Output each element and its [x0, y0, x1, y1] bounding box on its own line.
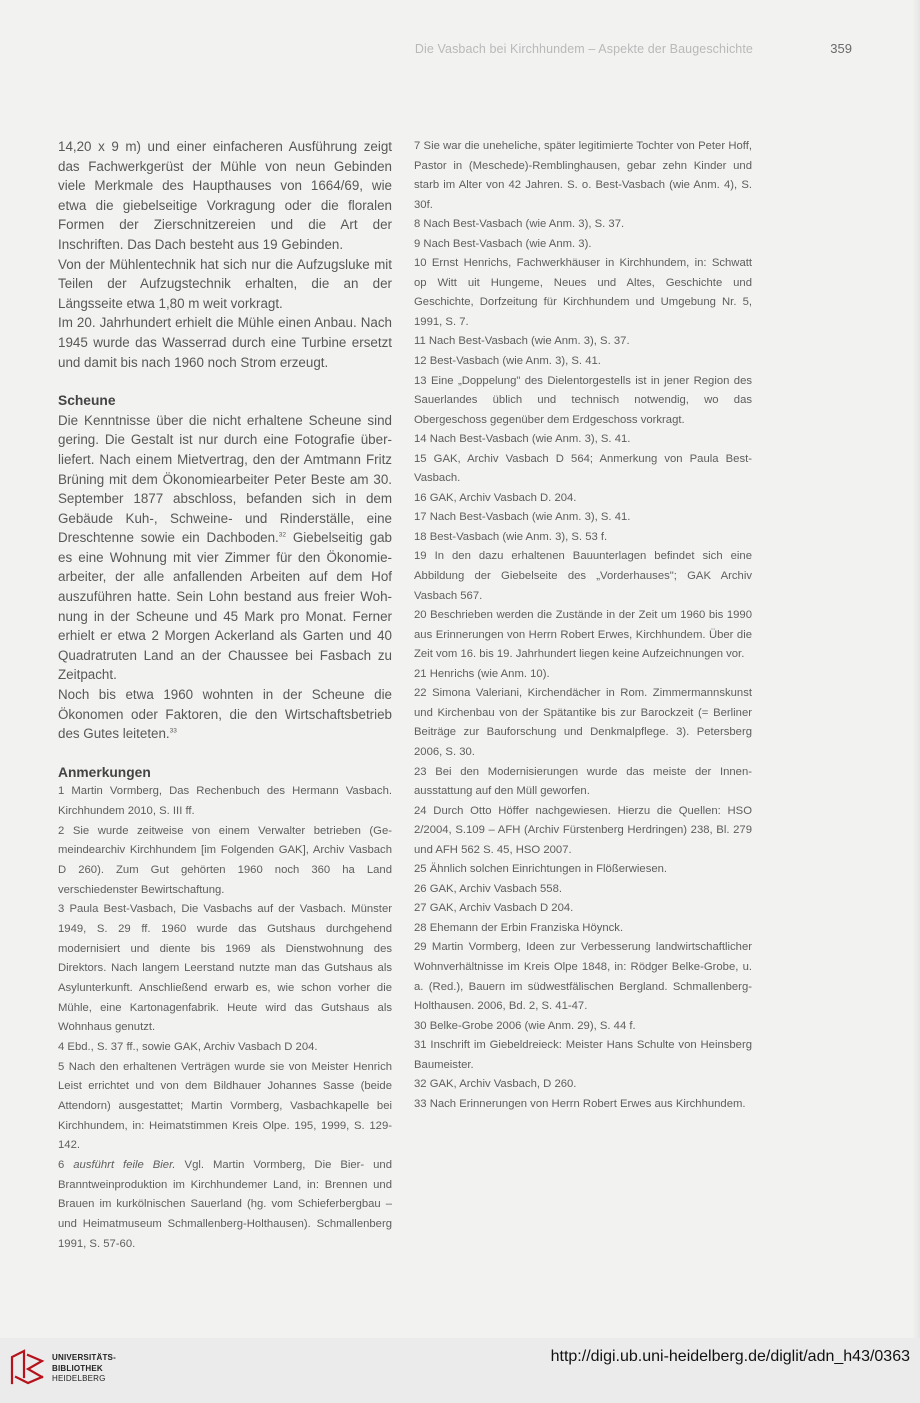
footnote: [58, 1156, 392, 1254]
library-logo-icon[interactable]: [8, 1347, 46, 1387]
logo-line: HEIDELBERG: [52, 1374, 106, 1383]
footnote: 17 Nach Best-Vasbach (wie Anm. 3), S. 41.: [414, 511, 631, 524]
footnote: 1 Martin Vormberg, Das Rechenbuch des Hermann Vasbach. Kirchhundem 2010, S. III ff.: [58, 785, 392, 818]
logo-line: UNIVERSITÄTS-: [52, 1353, 116, 1362]
permalink-url[interactable]: http://digi.ub.uni-heidelberg.de/diglit/adn_h43/0363: [550, 1348, 910, 1365]
body-paragraph: [58, 685, 392, 744]
page-number: 359: [830, 41, 852, 56]
footnote-ref: 32: [278, 531, 287, 539]
footnote: 3 Paula Best-Vasbach, Die Vasbachs auf der Vasbach. Münster 1949, S. 29 ff. 1960 wurde das Gutshaus durchgehend modernisiert und diente bis 1969 als Dienstwohnung des Direktors. Nach langem Leerstand nutzte man das Gutshaus als Asylunterkunft. Anschließend erwarb es, wie schon vorher die Mühle, eine Kartonagenfabrik. Heute wird das Gutshaus als Wohnhaus genutzt.: [58, 903, 392, 1034]
footnote-text: Vgl. Martin Vormberg, Die Bier- und Branntweinproduktion im Kirchhundemer Land, in: Brennen und Brauen im kurkölnischen Sauerland (hg. vom Schieferbergbau – und Heimatmuseum Schmallenberg-Holthausen). Schmallenberg 1991, S. 57-60.: [58, 1158, 393, 1250]
footnote: 8 Nach Best-Vasbach (wie Anm. 3), S. 37.: [414, 218, 625, 231]
footnote: 33 Nach Erinnerungen von Herrn Robert Erwes aus Kirchhundem.: [414, 1097, 746, 1110]
library-footer: [0, 1338, 920, 1403]
page-edge-shadow: [912, 0, 920, 1338]
footnote: 11 Nach Best-Vasbach (wie Anm. 3), S. 37.: [414, 335, 630, 348]
footnote-number: 6: [58, 1158, 74, 1171]
footnote: 24 Durch Otto Höffer nachgewiesen. Hierzu die Quellen: HSO 2/2004, S.109 – AFH (Archiv Fürstenberg Herdringen) 238, Bl. 279 und AFH 562 S. 45, HSO 2007.: [414, 804, 752, 856]
footnote: 22 Simona Valeriani, Kirchendächer in Rom. Zimmermannskunst und Kirchenbau von der Spätantike bis zur Barockzeit (= Berliner Beiträge zur Bauforschung und Denkmalpflege. 3). Petersberg 2006, S. 30.: [414, 687, 752, 758]
body-paragraph: [58, 411, 392, 685]
footnote: 15 GAK, Archiv Vasbach D 564; Anmerkung von Paula Best-Vasbach.: [414, 452, 752, 485]
library-logo-text[interactable]: [52, 1353, 116, 1385]
running-title: Die Vasbach bei Kirchhundem – Aspekte der Baugeschichte: [414, 42, 753, 56]
footnote: 23 Bei den Modernisierungen wurde das meiste der Innenausstattung auf den Müll geworfen.: [414, 765, 752, 798]
footnote: 13 Eine „Doppelung" des Dielentorgestells ist in jener Region des Sauerlandes üblich und technisch notwendig, wo das Obergeschoss gegenüber dem Erdgeschoss vorkragt.: [414, 374, 752, 426]
footnote: 4 Ebd., S. 37 ff., sowie GAK, Archiv Vasbach D 204.: [58, 1040, 318, 1053]
footnote: 31 Inschrift im Giebeldreieck: Meister Hans Schulte von Heinsberg Baumeister.: [414, 1039, 752, 1071]
footnote: 5 Nach den erhaltenen Verträgen wurde sie von Meister Henrich Leist errichtet und von dem Bildhauer Johannes Sasse (beide Attendorn) ausgestattet; Martin Vormberg, Vasbachkapelle bei Kirchhundem, in: Heimatstimmen Kreis Olpe. 195, 1999, S. 129-142.: [58, 1060, 392, 1152]
footnote: 27 GAK, Archiv Vasbach D 204.: [414, 902, 574, 915]
footnote: 2 Sie wurde zeitweise von einem Verwalter betrieben (Gemeindearchiv Kirchhundem [im Folgenden GAK], Archiv Vasbach D 260). Zum Gut gehörten 1960 noch 360 ha Land verschiedenster Bewirtschaftung.: [58, 824, 392, 896]
footnote: 9 Nach Best-Vasbach (wie Anm. 3).: [414, 237, 592, 250]
footnote: 30 Belke-Grobe 2006 (wie Anm. 29), S. 44 f.: [414, 1019, 636, 1032]
body-paragraph: Im 20. Jahrhundert erhielt die Mühle einen Anbau. Nach 1945 wurde das Wasserrad durch eine Turbine ersetzt und damit bis nach 1960 noch Strom erzeugt.: [58, 315, 392, 370]
footnote: 25 Ähnlich solchen Einrichtungen in Flößerwiesen.: [414, 863, 668, 876]
footnote: 26 GAK, Archiv Vasbach 558.: [414, 882, 562, 895]
footnote: 7 Sie war die uneheliche, später legitimierte Tochter von Peter Hoff, Pastor in (Meschede)-Remblinghausen, gebar zehn Kinder und starb im Alter von 42 Jahren. S. o. Best-Vasbach (wie Anm. 4), S. 30f.: [414, 140, 752, 211]
footnote: 12 Best-Vasbach (wie Anm. 3), S. 41.: [414, 355, 601, 368]
footnote: 28 Ehemann der Erbin Franziska Höynck.: [414, 921, 624, 934]
right-column: [414, 137, 752, 1114]
section-heading-anmerkungen: Anmerkungen: [58, 764, 151, 780]
footnote: 20 Beschrieben werden die Zustände in der Zeit um 1960 bis 1990 aus Erinnerungen von Herrn Robert Erwes, Kirchhundem. Über die Zeit vom 16. bis 19. Jahrhundert liegen keine Aufzeichnungen vor.: [414, 609, 752, 661]
body-paragraph: 14,20 x 9 m) und einer einfacheren Ausführung zeigt das Fachwerkgerüst der Mühle von neun Gebinden viele Merkmale des Haupthauses von 1664/69, wie etwa die giebelseitige Vorkragung oder die floralen Formen der Zierschnitzereien und die Art der Inschriften. Das Dach besteht aus 19 Gebinden.: [58, 139, 392, 252]
footnote: 14 Nach Best-Vasbach (wie Anm. 3), S. 41.: [414, 433, 631, 446]
section-heading-scheune: Scheune: [58, 393, 116, 409]
footnote-quote: ausführt feile Bier.: [73, 1158, 176, 1171]
footnote: 18 Best-Vasbach (wie Anm. 3), S. 53 f.: [414, 530, 608, 543]
left-column: [58, 137, 392, 1254]
paragraph-text: Giebelseitig gab es eine Wohnung mit vier Zimmer für den Ökonomiearbeiter, der alle anfallenden Arbeiten auf dem Hof auszuführen hatte. Sein Lohn bestand aus freier Wohnung in der Scheune und 45 Mark pro Monat. Ferner erhielt er etwa 2 Morgen Ackerland als Garten und 40 Quadratruten Land an der Chaussee bei Fasbach zu Zeitpacht.: [58, 530, 393, 683]
footnote: 21 Henrichs (wie Anm. 10).: [414, 667, 550, 680]
footnote: 29 Martin Vormberg, Ideen zur Verbesserung landwirtschaftlicher Wohnverhältnisse im Kreis Olpe 1848, in: Rödger Belke-Grobe, u. a. (Red.), Bauern im südwestfälischen Bergland. Schmallenberg-Holthausen. 2006, Bd. 2, S. 41-47.: [414, 941, 752, 1013]
logo-line: BIBLIOTHEK: [52, 1363, 103, 1373]
footnote: 32 GAK, Archiv Vasbach, D 260.: [414, 1078, 577, 1091]
footnote: 16 GAK, Archiv Vasbach D. 204.: [414, 491, 577, 504]
footnote-ref: 33: [169, 727, 177, 735]
paragraph-text: Die Kenntnisse über die nicht erhaltene Scheune sind gering. Die Gestalt ist nur durch eine Fotografie überliefert. Nach einem Mietvertrag, den der Amtmann Fritz Brüning mit dem Ökonomiearbeiter Peter Beste am 30. September 1877 abschloss, befanden sich in dem Gebäude Kuh-, Schweine- und Rinderställe, eine Dreschtenne sowie ein Dachboden.: [58, 412, 392, 546]
footnote: 19 In den dazu erhaltenen Bauunterlagen befindet sich eine Abbildung der Giebelseite des „Vorderhauses"; GAK Archiv Vasbach 567.: [414, 550, 752, 602]
body-paragraph: Von der Mühlentechnik hat sich nur die Aufzugsluke mit Teilen der Aufzugstechnik erhalten, die an der Längsseite etwa 1,80 m weit vorkragt.: [58, 256, 392, 311]
footnote: 10 Ernst Henrichs, Fachwerkhäuser in Kirchhundem, in: Schwatt op Witt uit Hungeme, Neues und Altes, Geschichte und Geschichte, Dorfzeitung für Kirchhundem und Umgebung Nr. 5, 1991, S. 7.: [414, 257, 752, 328]
paragraph-text: Noch bis etwa 1960 wohnten in der Scheune die Ökonomen oder Faktoren, die den Wirtschaftsbetrieb des Gutes leiteten.: [58, 687, 392, 742]
